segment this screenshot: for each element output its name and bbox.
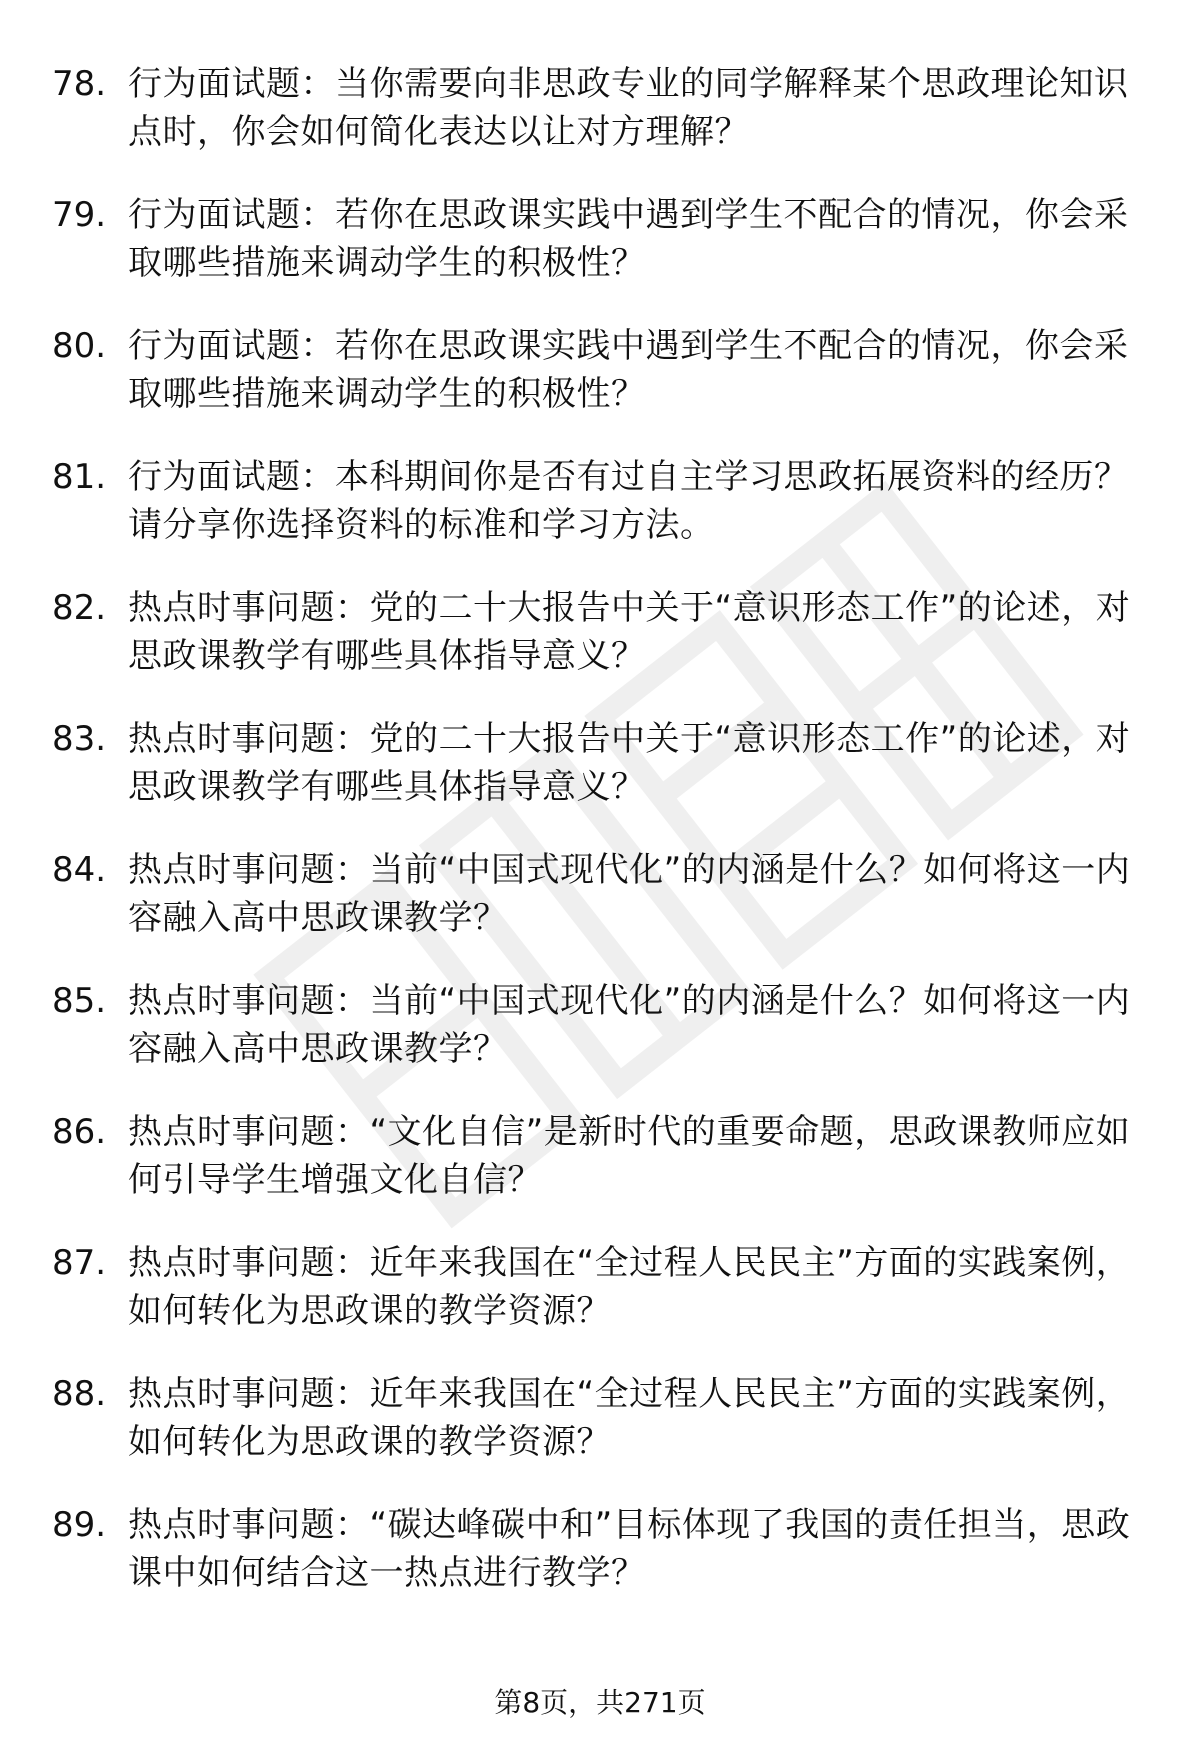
list-item [0, 846, 1200, 977]
list-item [0, 977, 1200, 1108]
question-number: 80. [52, 326, 107, 366]
question-number: 85. [52, 981, 107, 1021]
question-number: 89. [52, 1505, 107, 1545]
list-item [0, 322, 1200, 453]
question-number: 78. [52, 64, 107, 104]
question-text: 热点时事问题：当前“中国式现代化”的内涵是什么？如何将这一内容融入高中思政课教学？ [128, 981, 1131, 1069]
question-text: 行为面试题：若你在思政课实践中遇到学生不配合的情况，你会采取哪些措施来调动学生的积极性？ [128, 326, 1129, 414]
question-number: 83. [52, 719, 107, 759]
list-item [0, 453, 1200, 584]
list-item [0, 715, 1200, 846]
list-item [0, 191, 1200, 322]
question-text: 热点时事问题：党的二十大报告中关于“意识形态工作”的论述，对思政课教学有哪些具体指导意义？ [128, 588, 1131, 676]
question-list [0, 60, 1200, 1632]
question-text: 热点时事问题：近年来我国在“全过程人民民主”方面的实践案例，如何转化为思政课的教学资源？ [128, 1374, 1131, 1462]
question-text: 热点时事问题：近年来我国在“全过程人民民主”方面的实践案例，如何转化为思政课的教学资源？ [128, 1243, 1131, 1331]
question-number: 82. [52, 588, 107, 628]
question-number: 88. [52, 1374, 107, 1414]
question-text: 热点时事问题：“碳达峰碳中和”目标体现了我国的责任担当，思政课中如何结合这一热点进行教学？ [128, 1505, 1131, 1593]
question-text: 行为面试题：当你需要向非思政专业的同学解释某个思政理论知识点时，你会如何简化表达以让对方理解？ [128, 64, 1129, 152]
question-text: 行为面试题：若你在思政课实践中遇到学生不配合的情况，你会采取哪些措施来调动学生的积极性？ [128, 195, 1129, 283]
question-number: 86. [52, 1112, 107, 1152]
question-number: 81. [52, 457, 107, 497]
question-number: 79. [52, 195, 107, 235]
list-item [0, 1370, 1200, 1501]
question-text: 热点时事问题：“文化自信”是新时代的重要命题，思政课教师应如何引导学生增强文化自信？ [128, 1112, 1131, 1200]
list-item [0, 584, 1200, 715]
question-number: 84. [52, 850, 107, 890]
list-item [0, 1108, 1200, 1239]
list-item [0, 60, 1200, 191]
question-text: 热点时事问题：党的二十大报告中关于“意识形态工作”的论述，对思政课教学有哪些具体指导意义？ [128, 719, 1131, 807]
list-item [0, 1501, 1200, 1632]
list-item [0, 1239, 1200, 1370]
page-footer [0, 1683, 1200, 1723]
question-number: 87. [52, 1243, 107, 1283]
question-text: 行为面试题：本科期间你是否有过自主学习思政拓展资料的经历？请分享你选择资料的标准和学习方法。 [128, 457, 1129, 545]
page-number-label: 第8页，共271页 [494, 1686, 706, 1719]
question-text: 热点时事问题：当前“中国式现代化”的内涵是什么？如何将这一内容融入高中思政课教学？ [128, 850, 1131, 938]
